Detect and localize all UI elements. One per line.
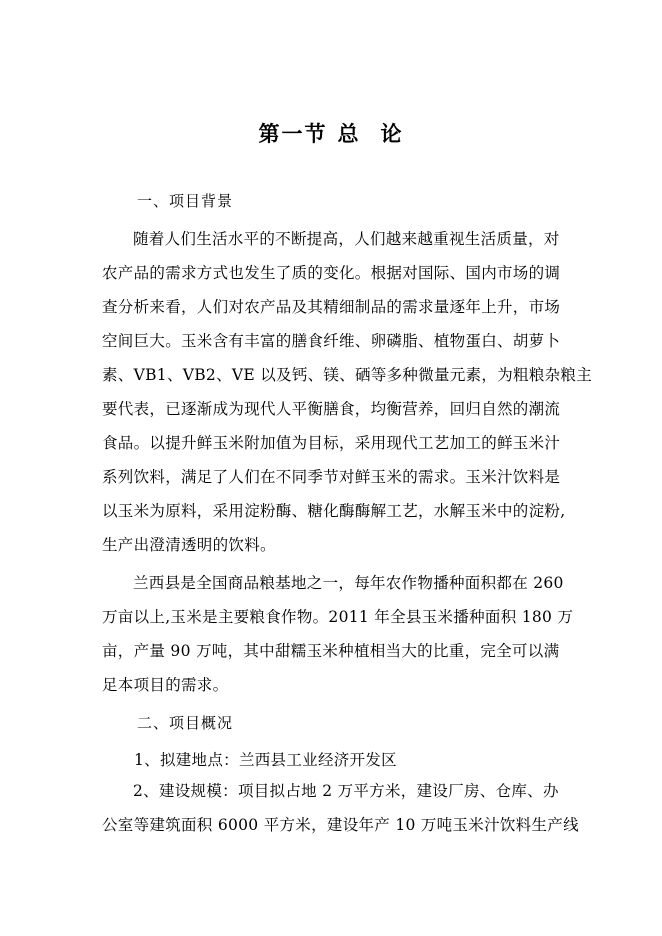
paragraph-line: 素、VB1、VB2、VE 以及钙、镁、硒等多种微量元素，为粗粮杂粮主 xyxy=(102,366,593,384)
item-location: 1、拟建地点：兰西县工业经济开发区 xyxy=(134,751,397,769)
title-part-2: 总 xyxy=(337,121,361,146)
title-part-3: 论 xyxy=(380,121,404,146)
paragraph-line: 万亩以上,玉米是主要粮食作物。2011 年全县玉米播种面积 180 万 xyxy=(102,608,574,626)
paragraph-line: 亩，产量 90 万吨，其中甜糯玉米种植相当大的比重，完全可以满 xyxy=(102,642,560,660)
section-heading-overview: 二、项目概况 xyxy=(137,714,234,732)
paragraph-line: 兰西县是全国商品粮基地之一，每年农作物播种面积都在 260 xyxy=(133,574,564,592)
page-title xyxy=(0,118,662,148)
paragraph-line: 2、建设规模：项目拟占地 2 万平方米，建设厂房、仓库、办 xyxy=(133,782,559,800)
section-heading-background: 一、项目背景 xyxy=(137,192,234,210)
paragraph-line: 生产出澄清透明的饮料。 xyxy=(102,536,276,554)
paragraph-line: 足本项目的需求。 xyxy=(102,676,229,694)
paragraph-line: 要代表，已逐渐成为现代人平衡膳食，均衡营养，回归自然的潮流 xyxy=(102,400,561,418)
paragraph-lanxi xyxy=(102,566,594,702)
item-scale xyxy=(102,774,594,842)
paragraph-line: 随着人们生活水平的不断提高，人们越来越重视生活质量，对 xyxy=(133,230,560,248)
paragraph-line: 公室等建筑面积 6000 平方米，建设年产 10 万吨玉米汁饮料生产线 xyxy=(102,816,579,834)
paragraph-line: 食品。以提升鲜玉米附加值为目标，采用现代工艺加工的鲜玉米汁 xyxy=(102,434,561,452)
paragraph-background xyxy=(102,222,594,562)
paragraph-line: 农产品的需求方式也发生了质的变化。根据对国际、国内市场的调 xyxy=(102,264,561,282)
paragraph-line: 以玉米为原料，采用淀粉酶、糖化酶酶解工艺，水解玉米中的淀粉, xyxy=(102,502,566,520)
paragraph-line: 查分析来看，人们对农产品及其精细制品的需求量逐年上升，市场 xyxy=(102,298,561,316)
title-part-1: 第一节 xyxy=(258,121,328,146)
paragraph-line: 系列饮料，满足了人们在不同季节对鲜玉米的需求。玉米汁饮料是 xyxy=(102,468,561,486)
paragraph-line: 空间巨大。玉米含有丰富的膳食纤维、卵磷脂、植物蛋白、胡萝卜 xyxy=(102,332,561,350)
